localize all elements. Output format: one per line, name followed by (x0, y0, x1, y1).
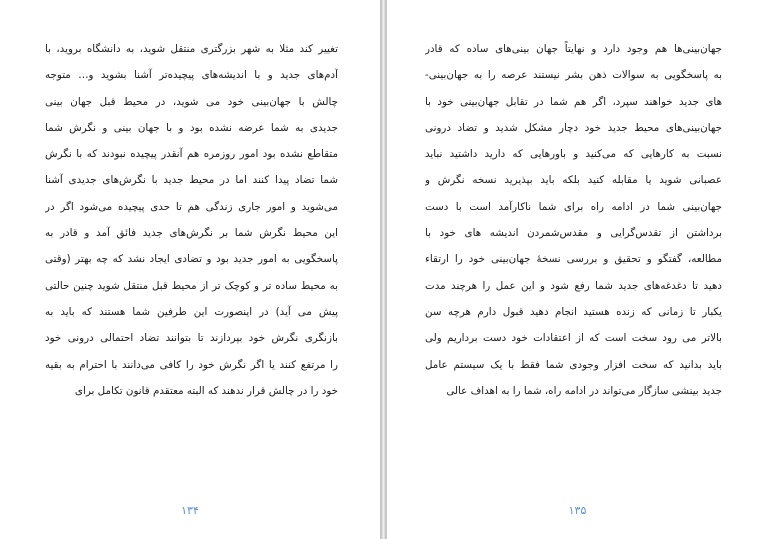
text-line: مطالعه، گفتگو و تحقیق و بررسی نسخهٔ جهان‌بینی خود را ارتقاء (425, 253, 722, 266)
page-number: ۱۳۴ (181, 504, 199, 517)
text-line: عصبانی شوید یا مقابله کنید بلکه باید بپذیرید نسخه نگرش و (425, 174, 722, 187)
text-line: بالاتر می رود سخت است که از اعتقادات خود دست برداریم ولی (425, 332, 722, 345)
text-line: به محیط ساده تر و کوچک تر از محیط قبل منتقل شوید چنین حالتی (45, 279, 338, 292)
text-line: جهان‌بینی‌ها هم وجود دارد و نهایتاً جهان بینی‌های ساده که قادر (425, 43, 722, 55)
right-page-text (425, 36, 722, 404)
text-line: تغییر کند مثلا به شهر بزرگتری منتقل شوید، به دانشگاه بروید، با (45, 43, 338, 55)
left-page-text (45, 36, 338, 404)
text-line: یکبار تا زمانی که زنده هستید انجام دهید قبول دارم هرچه سن (425, 305, 722, 318)
text-line: پاسخگویی به امور جدید بود و تضادی ایجاد نشد که چه بهتر (وقتی (45, 253, 338, 266)
right-page (386, 0, 768, 539)
text-line: جهان‌بینی‌های محیط جدید خود دچار مشکل شدید و تضاد درونی (425, 121, 722, 134)
text-line: بازنگری نگرش خود بپردازند تا بتوانند تضاد احتمالی درونی خود (45, 332, 338, 345)
text-line: می‌شوید و امور جاری زندگی هم تا حدی پیچیده می‌شود اگر در (45, 200, 338, 213)
text-line: های جدید خواهند سپرد، اگر هم شما در تقابل جهان‌بینی خود با (425, 95, 722, 108)
text-line: چالش با جهان‌بینی خود می شوید، در محیط قبل جهان بینی (45, 95, 338, 108)
text-line: جدیدی به شما عرضه نشده بود و با جهان بینی و نگرش شما (45, 121, 338, 134)
text-line: جدید بینشی سازگار می‌تواند در ادامه راه، شما را به اهداف عالی (446, 384, 722, 397)
text-line: برداشتن از تقدس‌گرایی و مقدس‌شمردن اندیشه های خود با (425, 227, 722, 240)
text-line: شما تضاد پیدا کنند اما در محیط جدید با نگرش‌های جدیدی آشنا (45, 174, 338, 187)
text-line: خود را در چالش قرار ندهند که البته معتقدم قانون تکامل برای (74, 384, 338, 397)
text-line: به پاسخگویی به سوالات ذهن بشر نیستند عرصه را به جهان‌بینی- (425, 69, 722, 82)
text-line: باید بدانید که سخت افزار وجودی شما فقط با یک سیستم عامل (425, 358, 722, 371)
text-line: دهید تا دغدغه‌های جدید شما رفع شود و این عمل را هرچند مدت (425, 279, 722, 292)
text-line: آدم‌های جدید و با اندیشه‌های پیچیده‌تر آشنا بشوید و… متوجه (45, 69, 338, 82)
text-line: را مرتفع کنند یا اگر نگرش خود را کافی می‌دانند با احترام به بقیه (45, 358, 338, 371)
text-line: نسبت به کارهایی که می‌کنید و باورهایی که دارید داشتید نباید (425, 148, 722, 161)
text-line: متقاطع نشده بود امور روزمره هم آنقدر پیچیده نبودند که با نگرش (45, 148, 338, 161)
text-line: این محیط نگرش شما بر نگرش‌های جدید فائق آمد و قادر به (45, 227, 338, 240)
page-number: ۱۳۵ (568, 504, 587, 517)
left-page (0, 0, 381, 539)
text-line: جهان‌بینی شما در ادامه راه برای شما ناکارآمد است با دست (425, 200, 722, 213)
text-line: پیش می آید) در اینصورت این طرفین شما هستند که باید به (45, 305, 338, 318)
